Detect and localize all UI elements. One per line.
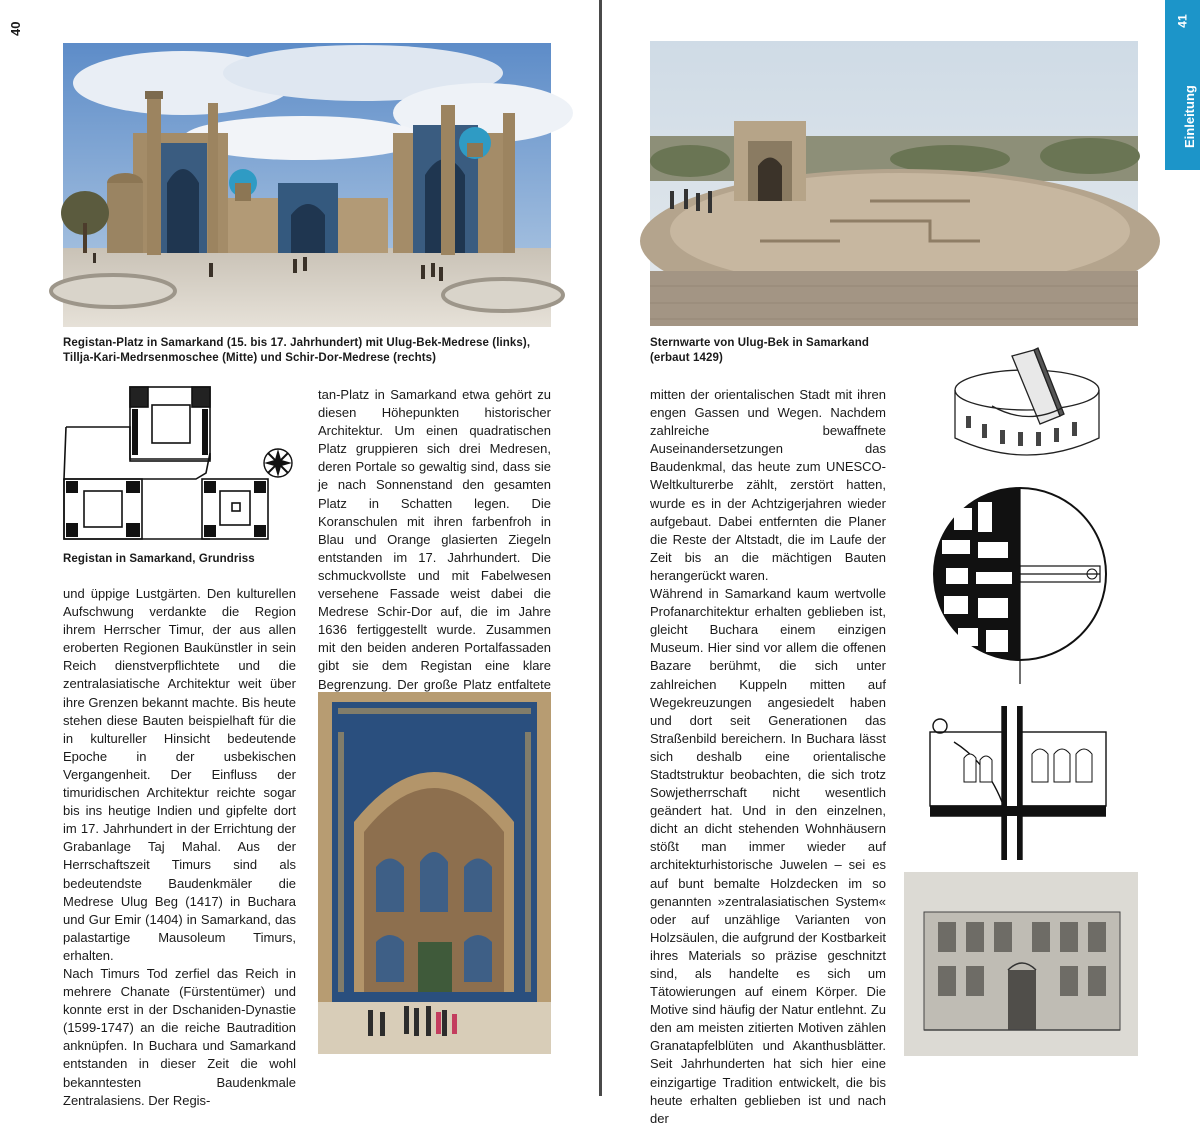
- observatory-photo-caption: Sternwarte von Ulug-Bek in Samarkand (erbaut 1429): [650, 337, 869, 364]
- page-number-right: 41: [1175, 14, 1190, 28]
- observatory-axonometric-drawing: [952, 346, 1102, 468]
- floor-plan-caption: Registan in Samarkand, Grundriss: [63, 553, 255, 565]
- section-tab: [1165, 0, 1200, 170]
- page-number-left: 40: [8, 21, 23, 36]
- observatory-photo: [650, 41, 1138, 326]
- right-page: [602, 0, 1200, 1126]
- registan-photo-caption: Registan-Platz in Samarkand (15. bis 17. Jahrhundert) mit Ulug-Bek-Medrese (links), Tillja-Kari-Medrsenmoschee (Mitte) und Schir-Dor-Medrese (rechts): [63, 337, 531, 364]
- paragraph: und üppige Lustgärten. Den kulturellen Aufschwung verdankte die Region ihrem Herrscher Timur, der aus allen eroberten Regionen Baukünstler in sein Reich dienstverpflichtete und die zentralasiatische Architektur weit über ihre Grenzen bekannt machte. Bis heute stehen diese Bauten beispielhaft für die in kultureller Hinsicht bedeutende Epoche in der usbekischen Vergangenheit. Der Einfluss der timuridischen Architektur reichte sogar bis ins heutige Indien und gipfelte dort im 17. Jahrhundert in der Errichtung der Grabanlage Taj Mahal. Aus der Herrschaftszeit Timurs sind als bedeutendste Baudenkmäler die Medrese Ulug Beg (1417) in Buchara und Gur Emir (1404) in Samarkand, das palastartige Mausoleum Timurs, erhalten.: [63, 586, 296, 963]
- paragraph: tan-Platz in Samarkand etwa gehört zu diesen Höhepunkten historischer Architektur. Um einen quadratischen Platz gruppieren sich drei Medresen, deren Portale so gewaltig sind, dass sie je nach Sonnenstand den gesamten Platz in Schatten legen. Die Koranschulen mit ihren farbenfroh in Blau und Orange glasierten Ziegeln entstanden im 17. Jahrhundert. Die schmuckvollste und mit Fabelwesen versehene Fassade weist dabei die Medrese Schir-Dor auf, die im Jahre 1636 fertiggestellt wurde. Zusammen mit den beiden anderen Portalfassaden gibt sie dem Registan eine klare Begrenzung. Der große Platz entfaltete: [318, 387, 551, 692]
- paragraph: Während in Samarkand kaum wertvolle Profanarchitektur erhalten geblieben ist, gleicht Buchara einem einzigen Museum. Hier sind vor allem die offenen Bazare berühmt, die sich unter zahlreichen Kuppeln mitten auf Wegekreuzungen angesiedelt haben und dort seit Generationen das Straßenbild bereichern. In Buchara lässt sich deshalb eine orientalische Stadtstruktur beobachten, die sich trotz Sowjetherrschaft nicht wesentlich geändert hat. Und in den einzelnen, dicht an dicht stehenden Wohnhäusern stößt man immer wieder auf architekturhistorische Juwelen – sei es auf bunt bemalte Holzdecken im so genannten »zentralasiatischen System« oder auf unzählige Varianten von Holzsäulen, die aufgrund der Kostbarkeit ihres Materials so präzise geschnitzt sind, als handelte es sich um Tätowierungen auf einem Körper. Die Motive sind häufig der Natur entlehnt. Zu den am meisten zitierten Motiven zählen Granatapfelblüten und Akanthusblätter. Seit Jahrhunderten hat sich hier eine einzigartige Tradition entwickelt, die bis heute erhalten geblieben ist und nach der: [650, 586, 886, 1126]
- section-tab-label: Einleitung: [1182, 85, 1197, 148]
- observatory-round-plan: [928, 478, 1108, 688]
- portal-photo: [318, 692, 551, 1054]
- registan-photo: [63, 43, 551, 327]
- text-column-3: [650, 386, 886, 1128]
- registan-floor-plan: [60, 383, 300, 543]
- text-column-2: [318, 386, 551, 712]
- building-elevation-drawing: [904, 872, 1138, 1056]
- left-page: [0, 0, 600, 1108]
- observatory-section-drawing: [924, 702, 1108, 860]
- paragraph: mitten der orientalischen Stadt mit ihren engen Gassen und Wegen. Nachdem zahlreiche bewaffnete Auseinandersetzungen das Baudenkmal, das heute zum UNESCO-Weltkulturerbe zählt, zerstört hatten, wurde es in der Achtzigerjahren wieder aufgebaut. Dabei entfernten die Planer die Reste der Altstadt, die im Laufe der Zeit bis an die mächtigen Bauten herangerückt waren.: [650, 387, 886, 583]
- paragraph: Nach Timurs Tod zerfiel das Reich in mehrere Chanate (Fürstentümer) und konnte erst in der Dschaniden-Dynastie (1599-1747) an die reiche Bautradition anknüpfen. In Buchara und Samarkand entstanden in dieser Zeit die wohl bekanntesten Baudenkmale Zentralasiens. Der Regis-: [63, 965, 296, 1108]
- text-column-1: [63, 585, 296, 1110]
